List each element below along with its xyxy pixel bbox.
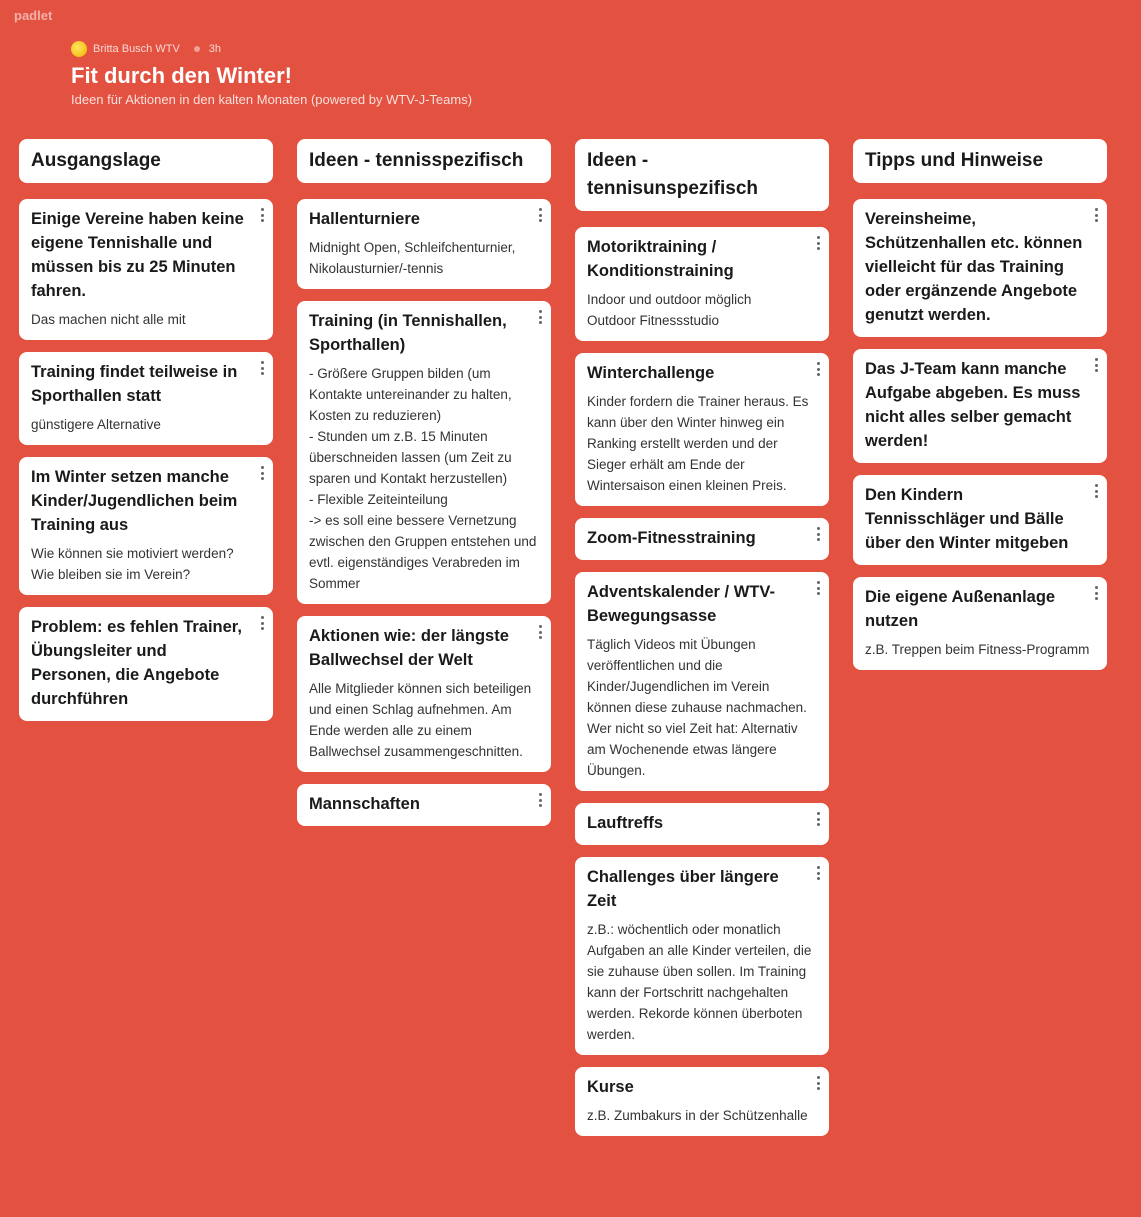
post-body: günstigere Alternative: [31, 417, 161, 432]
post-title: Einige Vereine haben keine eigene Tennishalle und müssen bis zu 25 Minuten fahren.: [31, 210, 244, 300]
board-title: Fit durch den Winter!: [71, 63, 293, 88]
column-ideen-tennisspezifisch: [297, 139, 551, 1136]
post-title: Zoom-Fitnesstraining: [587, 529, 756, 547]
post-title: Winterchallenge: [587, 364, 715, 382]
board-columns: [19, 139, 1107, 1136]
post-card[interactable]: [297, 616, 551, 772]
post-body: z.B. Treppen beim Fitness-Programm: [865, 642, 1090, 657]
post-card[interactable]: [19, 607, 273, 721]
post-card[interactable]: [575, 227, 829, 341]
post-body: Indoor und outdoor möglich Outdoor Fitnessstudio: [587, 292, 752, 328]
more-options-icon[interactable]: [257, 465, 267, 481]
post-title: Die eigene Außenanlage nutzen: [865, 588, 1056, 630]
post-card[interactable]: [853, 199, 1107, 337]
board-subtitle: Ideen für Aktionen in den kalten Monaten (powered by WTV-J-Teams): [71, 92, 473, 107]
more-options-icon[interactable]: [813, 865, 823, 881]
post-body: Täglich Videos mit Übungen veröffentlichen und die Kinder/Jugendlichen im Verein können diese zuhause nachmachen. Wer nicht so viel Zeit hat: Alternativ am Wochenende etwas längere Übungen.: [587, 637, 807, 778]
post-title: Im Winter setzen manche Kinder/Jugendlichen beim Training aus: [31, 468, 238, 534]
post-body: Das machen nicht alle mit: [31, 312, 186, 327]
more-options-icon[interactable]: [257, 615, 267, 631]
post-title: Training (in Tennishallen, Sporthallen): [309, 312, 507, 354]
post-card[interactable]: [853, 475, 1107, 565]
column-ideen-tennisunspezifisch: [575, 139, 829, 1136]
more-options-icon[interactable]: [1091, 207, 1101, 223]
post-title: Mannschaften: [309, 795, 420, 813]
post-card[interactable]: [297, 784, 551, 826]
post-card[interactable]: [575, 518, 829, 560]
post-title: Adventskalender / WTV-Bewegungsasse: [587, 583, 775, 625]
column-title: Tipps und Hinweise: [853, 139, 1107, 183]
post-title: Das J-Team kann manche Aufgabe abgeben. Es muss nicht alles selber gemacht werden!: [865, 360, 1081, 450]
post-card[interactable]: [575, 1067, 829, 1136]
more-options-icon[interactable]: [813, 361, 823, 377]
more-options-icon[interactable]: [813, 526, 823, 542]
author-meta: [71, 40, 771, 58]
post-card[interactable]: [19, 199, 273, 340]
author-avatar[interactable]: [71, 41, 87, 57]
post-title: Training findet teilweise in Sporthallen statt: [31, 363, 238, 405]
more-options-icon[interactable]: [813, 580, 823, 596]
more-options-icon[interactable]: [813, 235, 823, 251]
post-card[interactable]: [19, 457, 273, 595]
post-card[interactable]: [19, 352, 273, 445]
padlet-logo[interactable]: padlet: [14, 8, 53, 23]
more-options-icon[interactable]: [1091, 483, 1101, 499]
column-title: Ideen - tennisspezifisch: [297, 139, 551, 183]
post-body: z.B. Zumbakurs in der Schützenhalle: [587, 1108, 808, 1123]
post-card[interactable]: [853, 349, 1107, 463]
post-card[interactable]: [297, 301, 551, 604]
post-body: Kinder fordern die Trainer heraus. Es kann über den Winter hinweg ein Ranking erstellt werden und der Sieger erhält am Ende der Wintersaison einen kleinen Preis.: [587, 394, 809, 493]
more-options-icon[interactable]: [535, 792, 545, 808]
column-title: Ideen - tennisunspezifisch: [575, 139, 829, 211]
post-card[interactable]: [297, 199, 551, 289]
post-card[interactable]: [575, 572, 829, 791]
post-body: z.B.: wöchentlich oder monatlich Aufgaben an alle Kinder verteilen, die sie zuhause üben sollen. Im Training kann der Fortschritt nachgehalten werden. Rekorde können überboten werden.: [587, 922, 812, 1042]
post-body: - Größere Gruppen bilden (um Kontakte untereinander zu halten, Kosten zu reduzieren) - Stunden um z.B. 15 Minuten überschneiden lassen (um Zeit zu sparen und Kontakt herzustellen) - Flexible Zeiteinteilung -> es soll eine bessere Vernetzung zwischen den Gruppen entstehen und evtl. eigenständiges Verabreden im Sommer: [309, 366, 537, 591]
post-age: 3h: [208, 43, 222, 55]
column-ausgangslage: [19, 139, 273, 1136]
post-title: Motoriktraining / Konditionstraining: [587, 238, 734, 280]
more-options-icon[interactable]: [257, 360, 267, 376]
column-title: Ausgangslage: [19, 139, 273, 183]
post-body: Wie können sie motiviert werden? Wie bleiben sie im Verein?: [31, 546, 234, 582]
more-options-icon[interactable]: [813, 1075, 823, 1091]
post-card[interactable]: [575, 353, 829, 506]
author-name[interactable]: Britta Busch WTV: [93, 43, 180, 55]
more-options-icon[interactable]: [535, 624, 545, 640]
more-options-icon[interactable]: [1091, 357, 1101, 373]
column-tipps-und-hinweise: [853, 139, 1107, 1136]
more-options-icon[interactable]: [813, 811, 823, 827]
post-title: Problem: es fehlen Trainer, Übungsleiter und Personen, die Angebote durchführen: [31, 618, 242, 708]
post-body: Midnight Open, Schleifchenturnier, Nikolausturnier/-tennis: [309, 240, 516, 276]
post-title: Challenges über längere Zeit: [587, 868, 779, 910]
separator-dot: [194, 46, 200, 52]
more-options-icon[interactable]: [535, 309, 545, 325]
post-title: Den Kindern Tennisschläger und Bälle über den Winter mitgeben: [865, 486, 1069, 552]
post-title: Hallenturniere: [309, 210, 420, 228]
post-card[interactable]: [853, 577, 1107, 670]
post-card[interactable]: [575, 803, 829, 845]
post-title: Aktionen wie: der längste Ballwechsel der Welt: [309, 627, 509, 669]
post-title: Lauftreffs: [587, 814, 664, 832]
post-body: Alle Mitglieder können sich beteiligen und einen Schlag aufnehmen. Am Ende werden alle zu einem Ballwechsel zusammengeschnitten.: [309, 681, 532, 759]
more-options-icon[interactable]: [535, 207, 545, 223]
more-options-icon[interactable]: [257, 207, 267, 223]
board-header: [71, 40, 771, 107]
post-card[interactable]: [575, 857, 829, 1055]
more-options-icon[interactable]: [1091, 585, 1101, 601]
post-title: Kurse: [587, 1078, 634, 1096]
post-title: Vereinsheime, Schützenhallen etc. können vielleicht für das Training oder ergänzende Angebote genutzt werden.: [865, 210, 1083, 324]
